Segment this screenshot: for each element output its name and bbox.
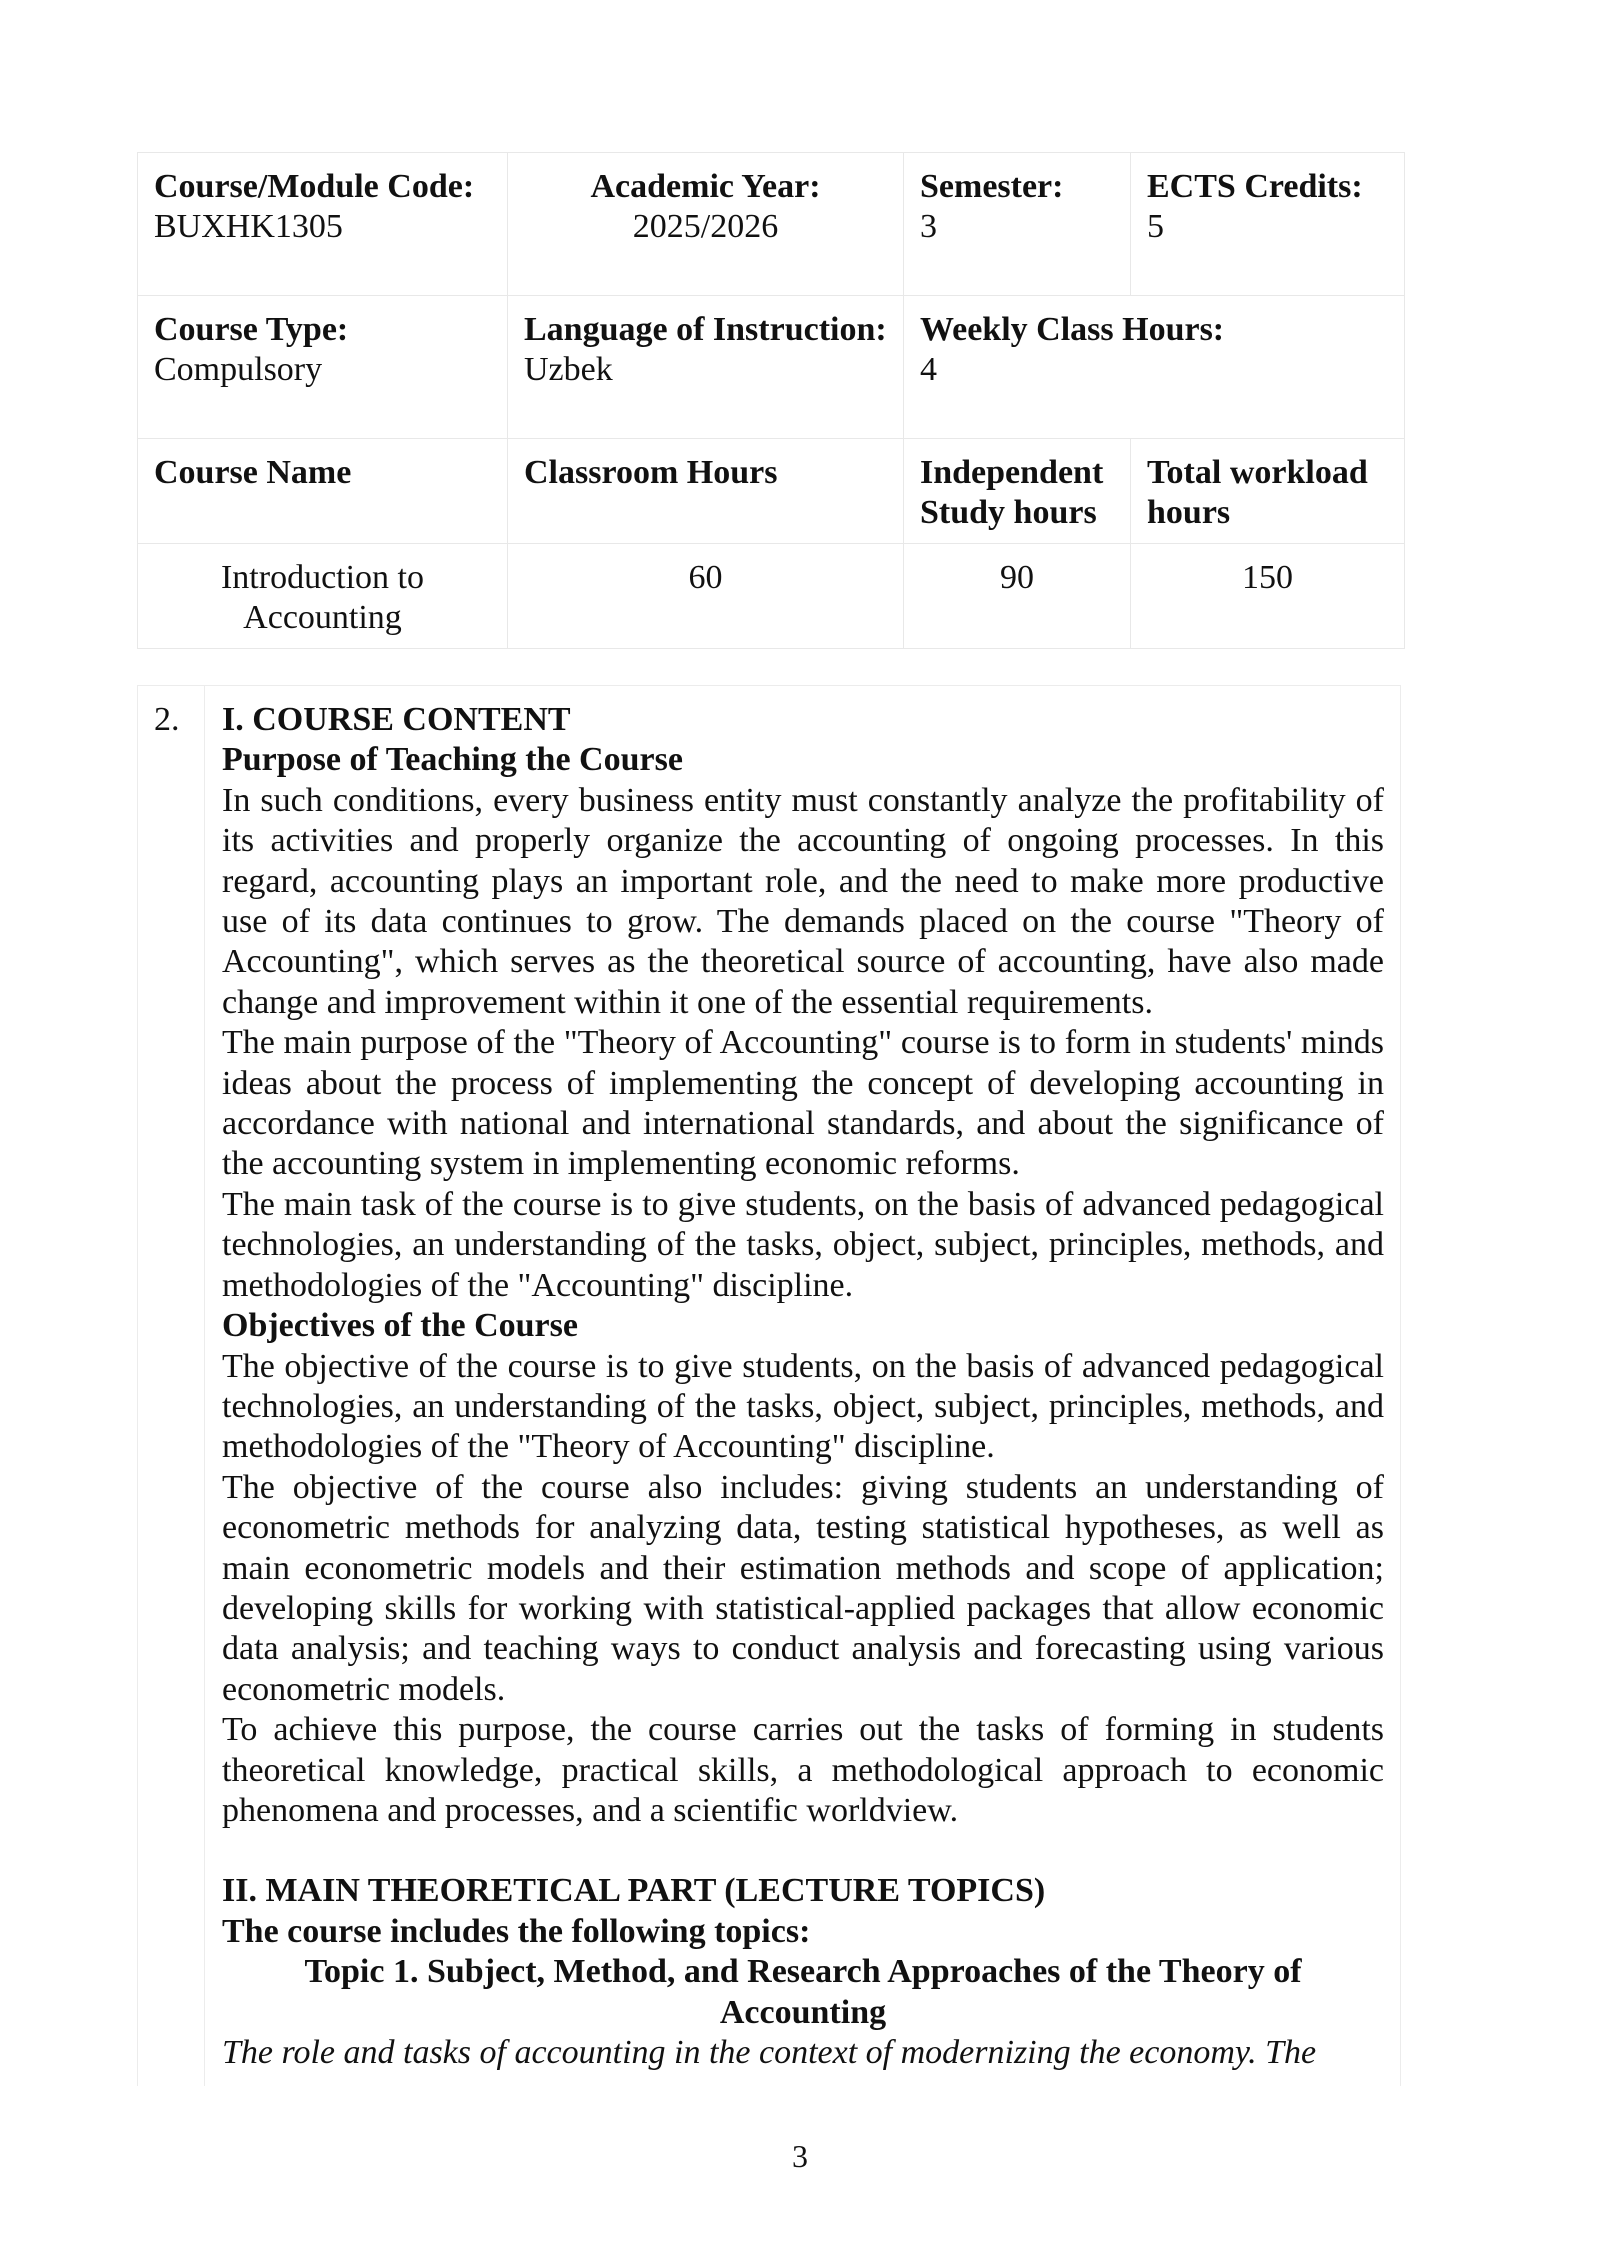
spacer — [222, 1831, 1384, 1871]
weekly-hours-label: Weekly Class Hours: — [920, 311, 1225, 348]
topic1-text: The role and tasks of accounting in the context of modernizing the economy. The — [222, 2034, 1317, 2071]
course-name-label: Course Name — [154, 454, 352, 491]
academic-year-cell — [508, 153, 904, 296]
semester-cell — [904, 153, 1131, 296]
language-value: Uzbek — [524, 351, 613, 388]
page-number: 3 — [792, 2138, 808, 2174]
purpose-paragraph-1: In such conditions, every business entity must constantly analyze the profitability of its activities and properly organize the accounting of ongoing processes. In this regard, accounting plays an important role, and the need to make more productive use of its data continues to grow. The demands placed on the course "Theory of Accounting", which serves as the theoretical source of accounting, have also made change and improvement within it one of the essential requirements. — [222, 781, 1384, 1021]
section-number: 2. — [154, 701, 180, 738]
course-content-body — [222, 700, 1384, 2073]
course-code-cell — [138, 153, 508, 296]
academic-year-label: Academic Year: — [590, 168, 821, 205]
independent-hours-header — [904, 439, 1131, 544]
objectives-paragraph-2: The objective of the course also includes: giving students an understanding of econometric methods for analyzing data, testing statistical hypotheses, as well as main econometric models and their estimation methods and scope of application; developing skills for working with statistical-applied packages that allow economic data analysis; and teaching ways to conduct analysis and forecasting using various econometric models. — [222, 1468, 1384, 1708]
course-content-box — [137, 685, 1401, 2086]
course-code-label: Course/Module Code: — [154, 168, 475, 205]
purpose-paragraph-3: The main task of the course is to give students, on the basis of advanced pedagogical technologies, an understanding of the tasks, object, subject, principles, methods, and methodologies of the "Accounting" discipline. — [222, 1185, 1384, 1304]
total-workload-header — [1131, 439, 1405, 544]
weekly-hours-cell — [904, 296, 1405, 439]
course-info-table — [137, 152, 1405, 649]
classroom-hours-header — [508, 439, 904, 544]
course-name-header — [138, 439, 508, 544]
purpose-paragraph-2: The main purpose of the "Theory of Accounting" course is to form in students' minds ideas about the process of implementing the concept of developing accounting in accordance with national and international standards, and about the significance of the accounting system in implementing economic reforms. — [222, 1024, 1384, 1183]
ects-label: ECTS Credits: — [1147, 168, 1363, 205]
course-type-label: Course Type: — [154, 311, 349, 348]
objectives-paragraph-3: To achieve this purpose, the course carries out the tasks of forming in students theoretical knowledge, practical skills, a methodological approach to economic phenomena and processes, and a scientific worldview. — [222, 1711, 1384, 1829]
semester-label: Semester: — [920, 168, 1064, 205]
course-type-value: Compulsory — [154, 351, 323, 388]
total-workload-label: Total workload hours — [1147, 454, 1368, 531]
semester-value: 3 — [920, 208, 937, 245]
independent-hours-label: Independent Study hours — [920, 454, 1104, 531]
classroom-hours-label: Classroom Hours — [524, 454, 778, 491]
objectives-paragraph-1: The objective of the course is to give students, on the basis of advanced pedagogical technologies, an understanding of the tasks, object, subject, principles, methods, and methodologies of the "Theory of Accounting" discipline. — [222, 1347, 1384, 1466]
language-label: Language of Instruction: — [524, 311, 887, 348]
purpose-heading: Purpose of Teaching the Course — [222, 741, 683, 779]
ects-cell — [1131, 153, 1405, 296]
independent-hours-value: 90 — [904, 544, 1131, 649]
course-type-cell — [138, 296, 508, 439]
course-code-value: BUXHK1305 — [154, 208, 343, 245]
academic-year-value: 2025/2026 — [632, 208, 779, 245]
topics-intro: The course includes the following topics: — [222, 1912, 811, 1950]
column-divider — [204, 686, 205, 2086]
section2-title: II. MAIN THEORETICAL PART (LECTURE TOPICS) — [222, 1872, 1046, 1910]
weekly-hours-value: 4 — [920, 351, 937, 388]
section1-title: I. COURSE CONTENT — [222, 701, 571, 738]
objectives-heading: Objectives of the Course — [222, 1307, 578, 1345]
classroom-hours-value: 60 — [508, 544, 904, 649]
ects-value: 5 — [1147, 208, 1164, 245]
course-name-value: Introduction to Accounting — [138, 544, 508, 649]
total-workload-value: 150 — [1131, 544, 1405, 649]
topic1-title: Topic 1. Subject, Method, and Research Approaches of the Theory of Accounting — [304, 1953, 1302, 2031]
language-cell — [508, 296, 904, 439]
